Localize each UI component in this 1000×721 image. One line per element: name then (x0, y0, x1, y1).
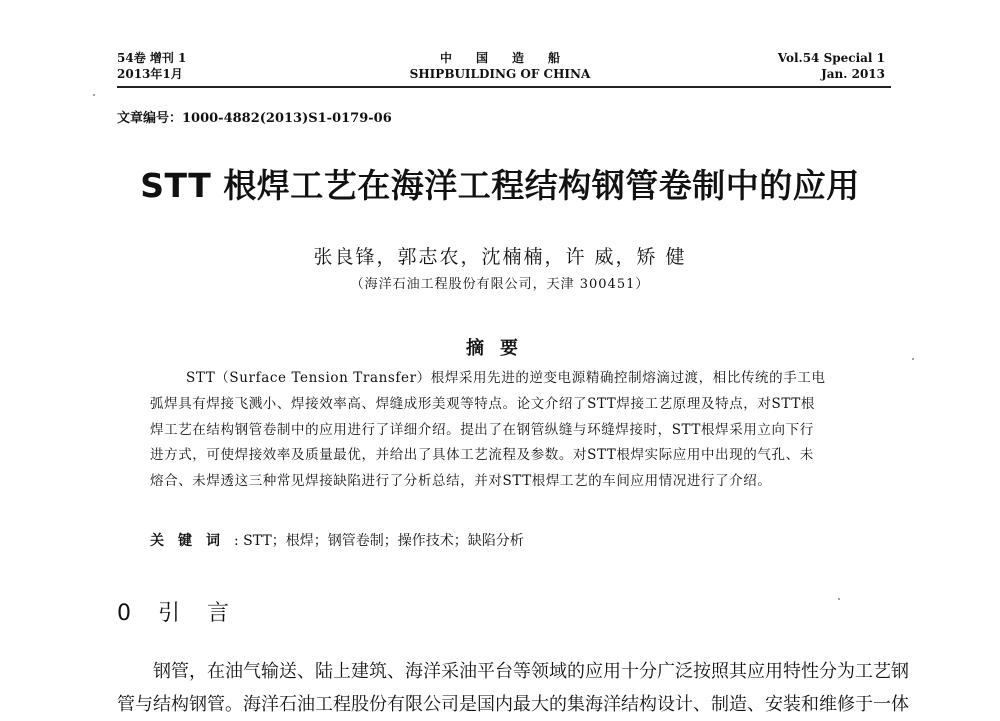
section-heading: 0 引 言 (117, 601, 239, 626)
abstract-line: 弧焊具有焊接飞溅小、焊接效率高、焊缝成形美观等特点。论文介绍了STT焊接工艺原理及特点，对STT根 (150, 395, 815, 412)
scan-speck (912, 358, 914, 360)
article-number: 文章编号：1000-4882(2013)S1-0179-06 (117, 111, 392, 126)
keywords-label: 关键词 (150, 533, 234, 549)
header-date-en: Jan. 2013 (821, 67, 885, 81)
header-volume: 54卷 增刊 1 (117, 51, 187, 65)
abstract-line: STT（Surface Tension Transfer）根焊采用先进的逆变电源精确控制熔滴过渡，相比传统的手工电 (186, 370, 826, 386)
abstract-line: 熔合、未焊透这三种常见焊接缺陷进行了分析总结，并对STT根焊工艺的车间应用情况进行了介绍。 (150, 473, 772, 490)
keywords-colon: : (234, 533, 244, 549)
scan-speck (93, 94, 95, 96)
abstract-line: 焊工艺在结构钢管卷制中的应用进行了详细介绍。提出了在钢管纵缝与环缝焊接时，STT根焊采用立向下行 (150, 421, 814, 438)
body-text (117, 655, 909, 721)
journal-name-cn: 中国造船 (439, 51, 584, 65)
scan-speck (838, 598, 840, 600)
journal-name-en: SHIPBUILDING OF CHINA (409, 67, 591, 81)
keywords-text: STT；根焊；钢管卷制；操作技术；缺陷分析 (243, 533, 524, 549)
header-rule (117, 86, 891, 88)
header-date: 2013年1月 (117, 67, 183, 81)
author-list: 张良锋，郭志农，沈楠楠，许 威，矫 健 (313, 246, 687, 268)
abstract-body (150, 366, 865, 495)
abstract-heading: 摘要 (466, 338, 534, 359)
abstract-line: 进方式，可使焊接效率及质量最优，并给出了具体工艺流程及参数。对STT根焊实际应用中出现的气孔、未 (150, 447, 814, 464)
body-line: 管与结构钢管。海洋石油工程股份有限公司是国内最大的集海洋结构设计、制造、安装和维修于一体 (117, 694, 909, 715)
header-volume-en: Vol.54 Special 1 (777, 51, 885, 65)
header-right (778, 50, 885, 82)
body-line: 钢管，在油气输送、陆上建筑、海洋采油平台等领域的应用十分广泛按照其应用特性分为工艺钢 (153, 661, 909, 682)
keywords-row (150, 530, 524, 550)
affiliation: （海洋石油工程股份有限公司，天津 300451） (350, 277, 650, 292)
paper-title: STT 根焊工艺在海洋工程结构钢管卷制中的应用 (140, 166, 860, 205)
